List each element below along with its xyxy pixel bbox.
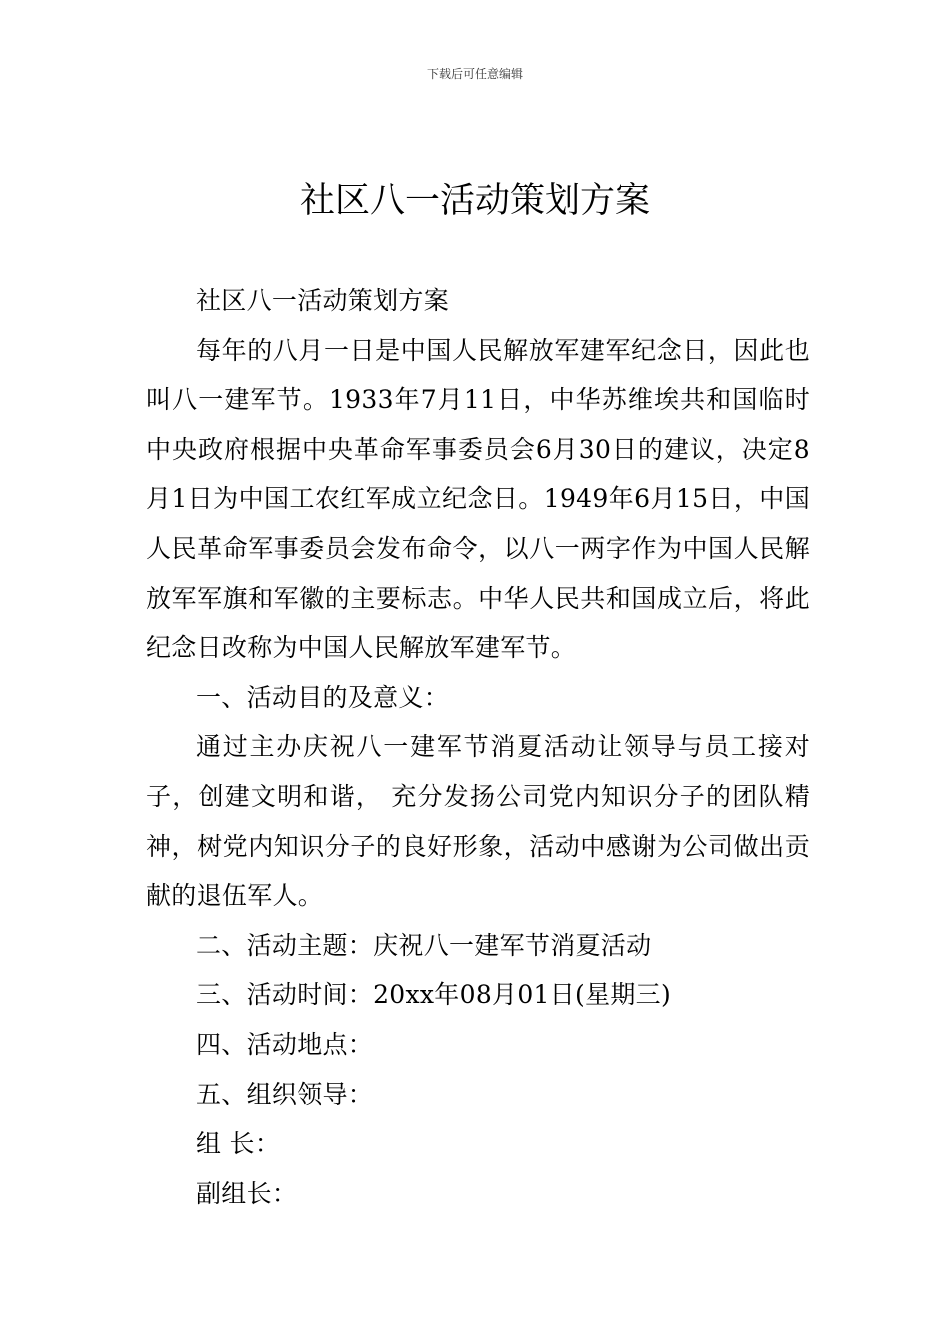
leader-line: 组 长： (196, 1129, 281, 1159)
paragraph-intro: 每年的八月一日是中国人民解放军建军纪念日，因此也叫八一建军节。1933年7月11日，中华苏维埃共和国临时中央政府根据中央革命军事委员会6月30日的建议，决定8月1日为中国工农红军成立纪念日。1949年6月15日，中国人民革命军事委员会发布命令，以八一两字作为中国人民解放军军旗和军徽的主要标志。中华人民共和国成立后，将此纪念日改称为中国人民解放军建军节。 (146, 335, 810, 663)
section-heading-purpose: 一、活动目的及意义： (196, 682, 450, 712)
document-body (146, 276, 810, 1218)
section-location: 四、活动地点： (196, 1029, 374, 1059)
section-theme: 二、活动主题：庆祝八一建军节消夏活动 (196, 930, 652, 960)
section-time: 三、活动时间：20xx年08月01日(星期三) (196, 980, 672, 1010)
document-title: 社区八一活动策划方案 (299, 181, 650, 221)
section-leadership: 五、组织领导： (196, 1079, 374, 1109)
paragraph-subtitle: 社区八一活动策划方案 (196, 286, 450, 315)
paragraph-purpose: 通过主办庆祝八一建军节消夏活动让领导与员工接对子，创建文明和谐， 充分发扬公司党内知识分子的团队精神，树党内知识分子的良好形象，活动中感谢为公司做出贡献的退伍军人。 (146, 732, 810, 911)
header-note: 下载后可任意编辑 (426, 67, 523, 81)
deputy-leader-line: 副组长： (196, 1178, 298, 1208)
